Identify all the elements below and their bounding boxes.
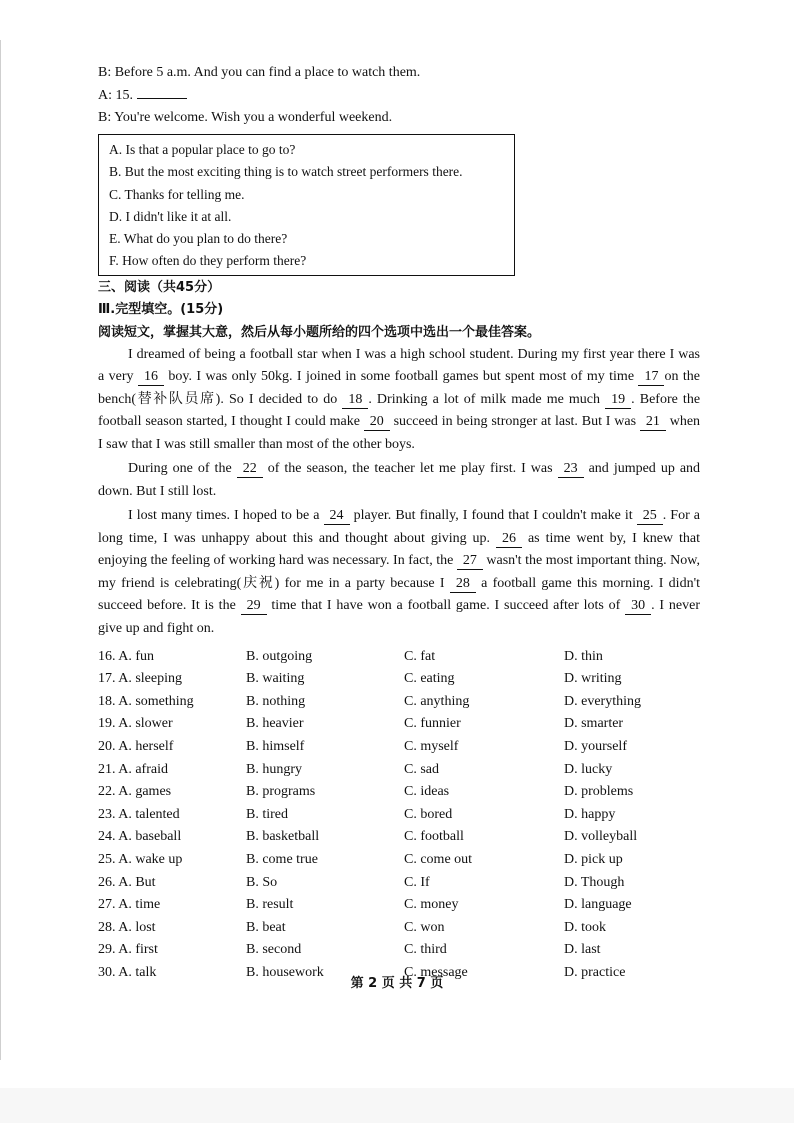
passage-text: boy. I was only 50kg. I joined in some football games but spent most of my time [168, 369, 635, 385]
question-row-20 [98, 736, 700, 759]
choice-d: D. pick up [564, 851, 623, 867]
choice-c: C. anything [404, 693, 470, 709]
choice-a: 25. A. wake up [98, 851, 183, 867]
dialogue-line-a15-prefix: A: 15. [98, 88, 133, 103]
choice-b: B. waiting [246, 671, 305, 687]
blank-24: 24 [324, 508, 350, 525]
passage-text: I lost many times. I hoped to be a [128, 508, 320, 524]
passage-paragraph-2 [98, 458, 700, 503]
passage-text: succeed in being stronger at last. But I was [393, 414, 637, 430]
choice-a: 21. A. afraid [98, 761, 168, 777]
passage-text: . Drinking a lot of milk made me much [368, 391, 601, 407]
exam-page [98, 62, 700, 984]
passage-text: . Before the football season started, I thought I could make [98, 391, 701, 430]
choice-c: C. bored [404, 806, 453, 822]
choice-c: C. If [404, 874, 430, 890]
passage-text: time that I have won a football game. I succeed after lots of [271, 598, 621, 614]
blank-17: 17 [638, 369, 664, 386]
passage-text: and jumped up and down. But I still lost. [98, 461, 701, 499]
passage-text: . For a long time, I was unhappy about this and thought about giving up. [98, 508, 701, 546]
blank-26: 26 [496, 531, 522, 548]
choice-a: 24. A. baseball [98, 829, 182, 845]
question-row-16 [98, 645, 700, 668]
choice-b: B. beat [246, 919, 286, 935]
choice-a: 26. A. But [98, 874, 156, 890]
choice-b: B. tired [246, 806, 288, 822]
choice-d: D. happy [564, 806, 616, 822]
choice-c: C. football [404, 829, 464, 845]
choice-a: 28. A. lost [98, 919, 156, 935]
section-heading: 三、阅读（共45分） [98, 279, 221, 295]
option-box [98, 134, 515, 276]
question-options-table [98, 645, 700, 984]
choice-c: C. third [404, 942, 447, 958]
question-row-25 [98, 849, 700, 872]
blank-25: 25 [637, 508, 663, 525]
choice-d: D. thin [564, 648, 603, 664]
blank-29: 29 [241, 598, 267, 615]
choice-b: B. himself [246, 738, 305, 754]
question-row-19 [98, 713, 700, 736]
choice-d: D. writing [564, 671, 622, 687]
question-row-24 [98, 826, 700, 849]
choice-b: B. basketball [246, 829, 320, 845]
option-e: E. What do you plan to do there? [109, 231, 288, 247]
choice-a: 30. A. talk [98, 964, 157, 980]
choice-d: D. last [564, 942, 601, 958]
passage-text: on the bench(替补队员席). So I decided to do [98, 369, 700, 407]
choice-d: D. yourself [564, 738, 627, 754]
choice-c: C. fat [404, 648, 436, 664]
dialogue-line-a15 [98, 84, 700, 107]
passage-text: . I never give up and fight on. [98, 598, 700, 636]
choice-c: C. eating [404, 671, 455, 687]
choice-b: B. hungry [246, 761, 302, 777]
choice-a: 19. A. slower [98, 716, 173, 732]
passage-text: a football game this morning. I didn't succeed before. It is the [98, 575, 700, 614]
choice-c: C. sad [404, 761, 439, 777]
sub-heading: Ⅲ.完型填空。(15分) [98, 301, 224, 317]
question-row-27 [98, 894, 700, 917]
option-b: B. But the most exciting thing is to watch street performers there. [109, 164, 463, 180]
question-row-29 [98, 939, 700, 962]
choice-c: C. message [404, 964, 468, 980]
instruction: 阅读短文，掌握其大意，然后从每小题所给的四个选项中选出一个最佳答案。 [98, 324, 541, 340]
question-row-28 [98, 916, 700, 939]
answer-blank-15[interactable] [137, 84, 187, 99]
question-row-22 [98, 781, 700, 804]
choice-b: B. second [246, 942, 302, 958]
choice-d: D. lucky [564, 761, 613, 777]
option-f: F. How often do they perform there? [109, 253, 307, 269]
dialogue-line-b2: B: You're welcome. Wish you a wonderful weekend. [98, 110, 393, 125]
choice-a: 17. A. sleeping [98, 671, 182, 687]
blank-20: 20 [364, 414, 390, 431]
passage-paragraph-3 [98, 505, 700, 640]
passage-text: as time went by, I knew that enjoying the feeling of working hard was necessary. In fact, the [98, 530, 700, 569]
choice-b: B. programs [246, 784, 316, 800]
page-edge-line [0, 40, 1, 1060]
option-c: C. Thanks for telling me. [109, 186, 245, 202]
choice-d: D. practice [564, 964, 626, 980]
question-row-26 [98, 871, 700, 894]
blank-21: 21 [640, 414, 666, 431]
passage-text: During one of the [128, 461, 232, 477]
blank-28: 28 [450, 576, 476, 593]
choice-c: C. ideas [404, 784, 450, 800]
choice-b: B. result [246, 897, 294, 913]
passage-text: wasn't the most important thing. Now, my friend is celebrating(庆祝) for me in a party because I [98, 553, 700, 591]
blank-27: 27 [457, 553, 483, 570]
passage-paragraph-1 [98, 344, 700, 457]
choice-b: B. outgoing [246, 648, 313, 664]
choice-d: D. language [564, 897, 632, 913]
choice-b: B. housework [246, 964, 324, 980]
passage-text: I dreamed of being a football star when I was a high school student. During my first year there I was a very [98, 346, 700, 385]
option-a: A. Is that a popular place to go to? [109, 142, 296, 157]
choice-a: 29. A. first [98, 942, 158, 958]
choice-c: C. won [404, 919, 445, 935]
passage-text: player. But finally, I found that I couldn't make it [353, 508, 633, 524]
blank-19: 19 [605, 392, 631, 409]
question-row-21 [98, 758, 700, 781]
blank-18: 18 [342, 392, 368, 409]
choice-b: B. nothing [246, 693, 306, 709]
dialogue-line-b1: B: Before 5 a.m. And you can find a place to watch them. [98, 65, 421, 80]
question-row-18 [98, 690, 700, 713]
choice-c: C. come out [404, 851, 473, 867]
blank-16: 16 [138, 369, 164, 386]
choice-c: C. myself [404, 738, 459, 754]
choice-a: 27. A. time [98, 897, 161, 913]
blank-30: 30 [625, 598, 651, 615]
choice-d: D. volleyball [564, 829, 638, 845]
choice-a: 16. A. fun [98, 648, 154, 664]
choice-d: D. problems [564, 784, 634, 800]
choice-d: D. smarter [564, 716, 624, 732]
choice-d: D. everything [564, 693, 641, 709]
option-d: D. I didn't like it at all. [109, 208, 232, 224]
blank-23: 23 [558, 461, 584, 478]
choice-b: B. come true [246, 851, 318, 867]
choice-b: B. So [246, 874, 278, 890]
passage-text: when I saw that I was still smaller than most of the other boys. [98, 414, 701, 452]
choice-a: 18. A. something [98, 693, 194, 709]
choice-a: 23. A. talented [98, 806, 180, 822]
question-row-23 [98, 803, 700, 826]
choice-a: 22. A. games [98, 784, 172, 800]
choice-c: C. funnier [404, 716, 461, 732]
choice-d: D. Though [564, 874, 625, 890]
blank-22: 22 [237, 461, 263, 478]
choice-d: D. took [564, 919, 606, 935]
choice-b: B. heavier [246, 716, 304, 732]
bottom-band [0, 1088, 794, 1123]
question-row-17 [98, 668, 700, 691]
page-number-footer: 第 2 页 共 7 页 [350, 976, 444, 991]
choice-c: C. money [404, 897, 459, 913]
choice-a: 20. A. herself [98, 738, 174, 754]
passage-text: of the season, the teacher let me play first. I was [267, 461, 553, 477]
